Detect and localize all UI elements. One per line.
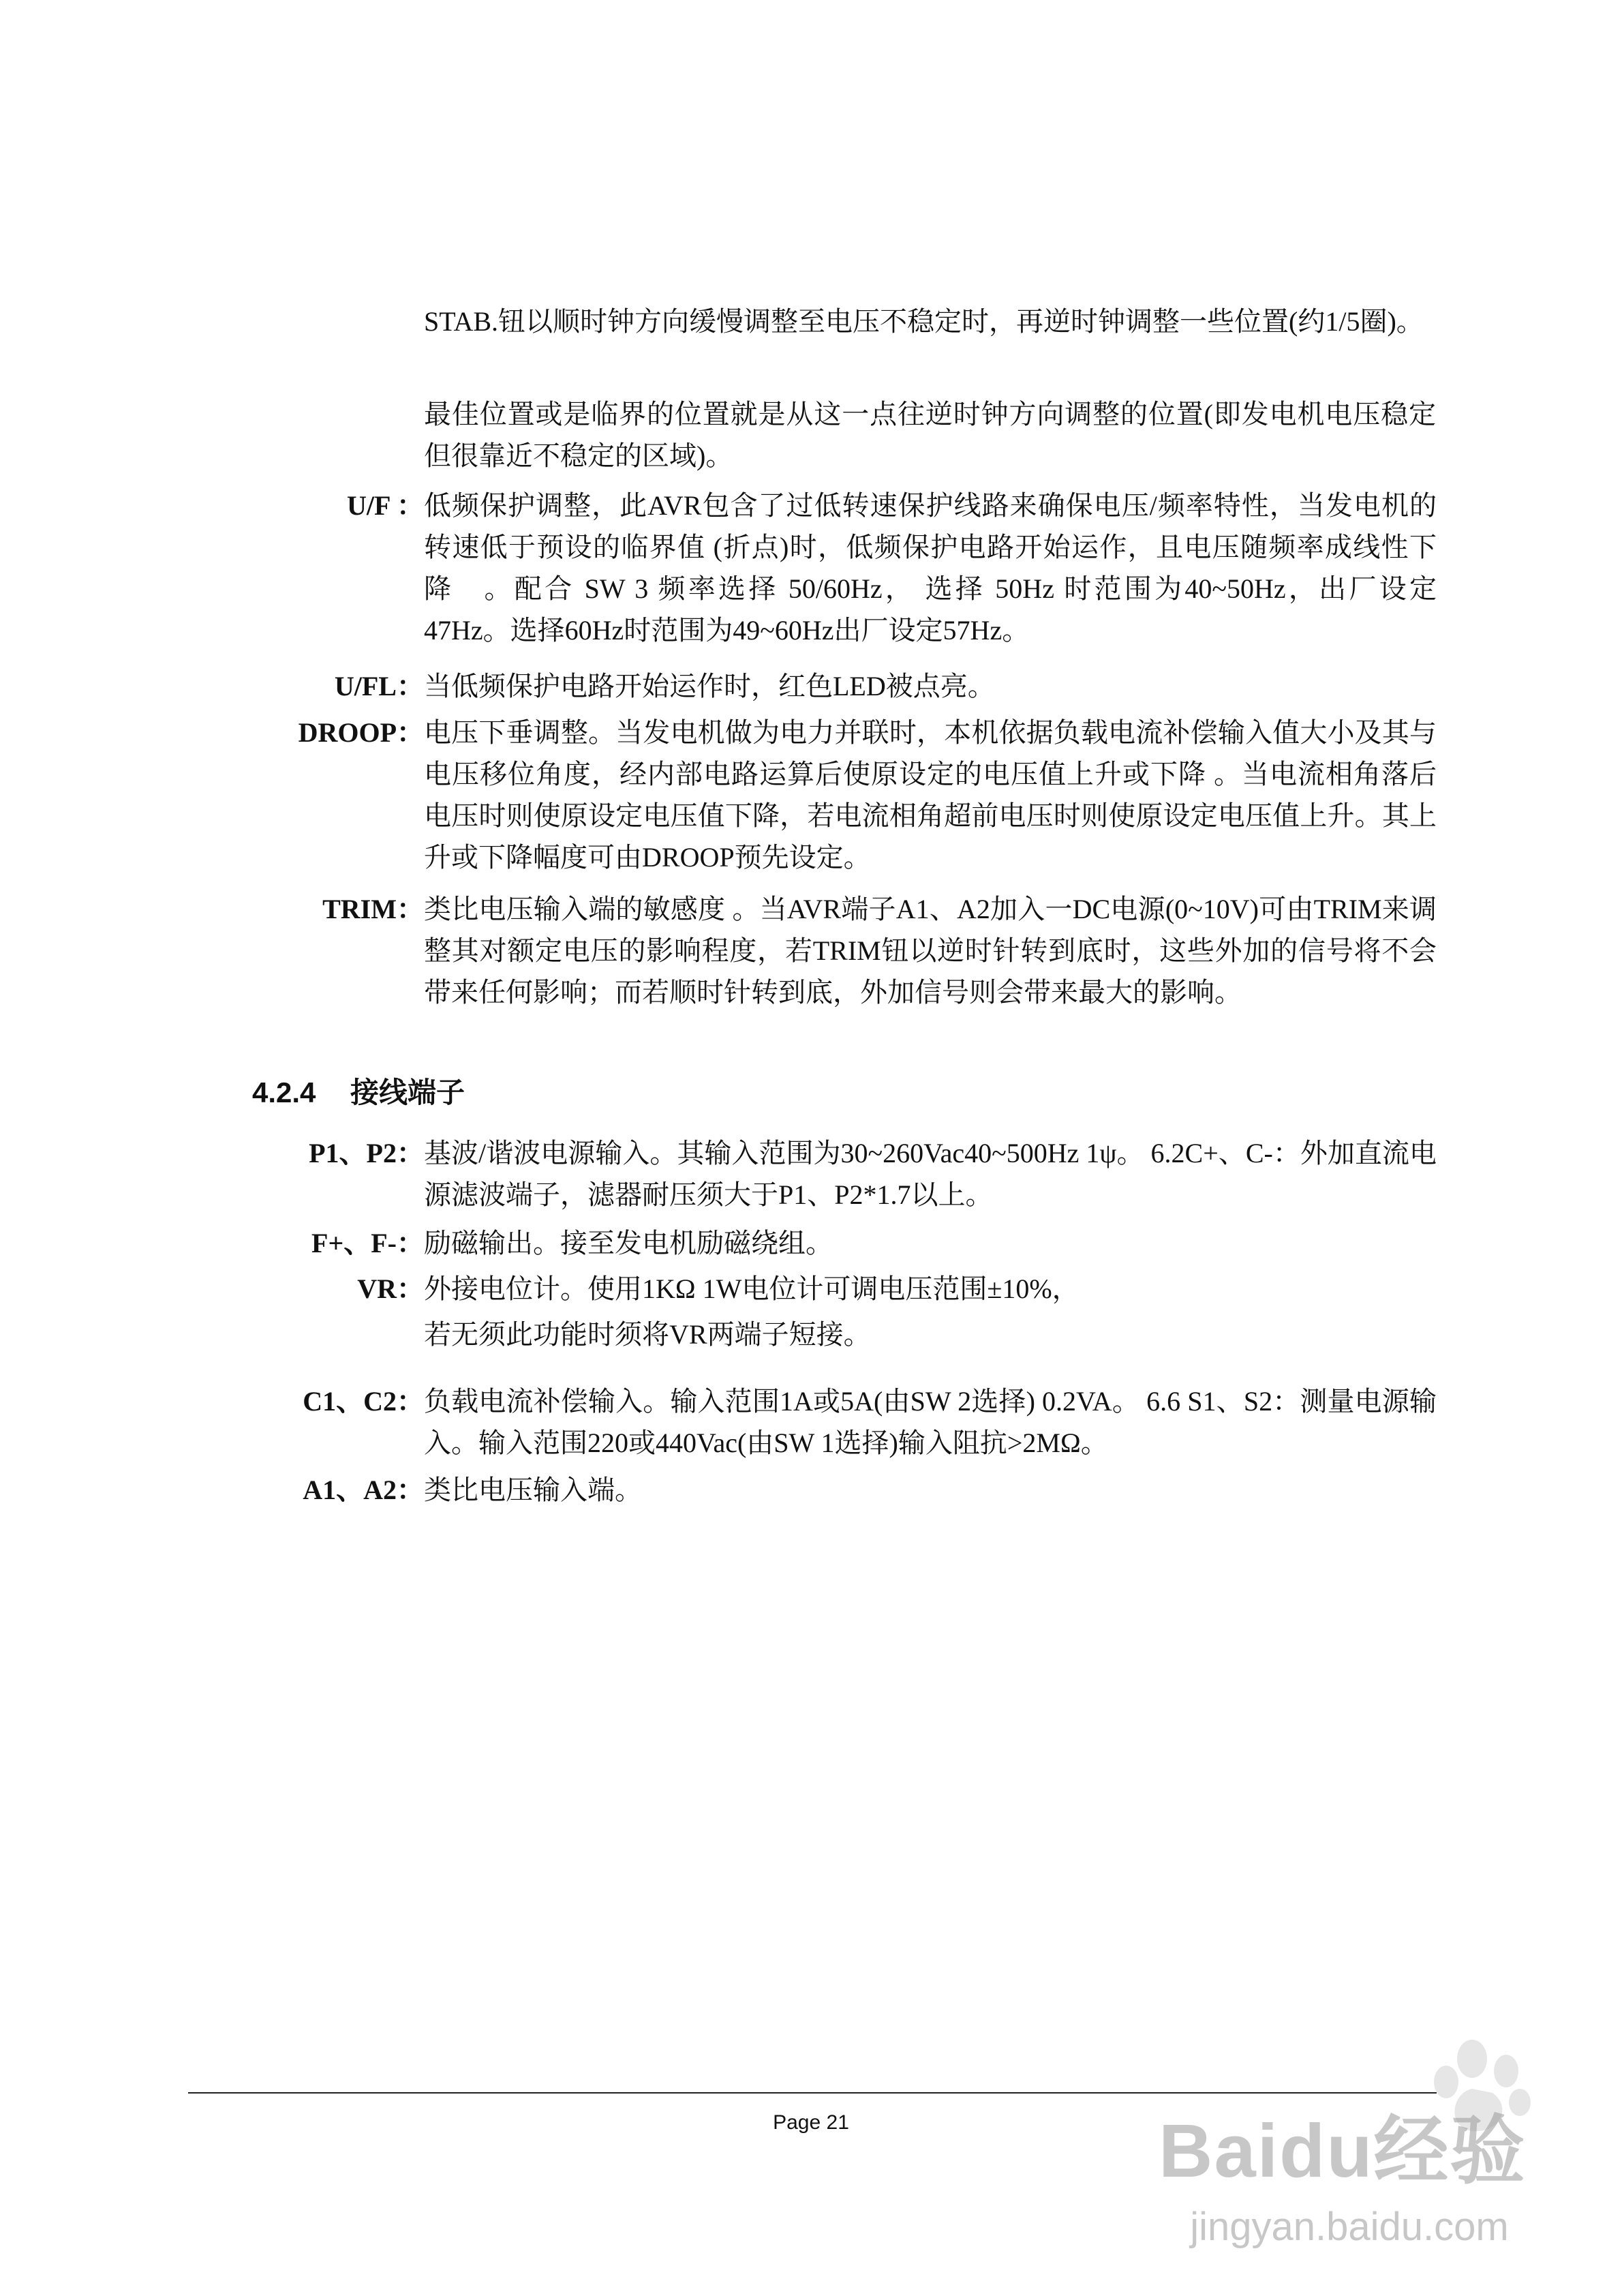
terminal-p1-p2 [225,1132,1437,1215]
adjustment-trim [225,888,1437,1013]
watermark-brand: Baidu经验 [1159,2109,1527,2193]
term-description: 基波/谐波电源输入。其输入范围为30~260Vac40~500Hz 1ψ。 6.2C+、C-：外加直流电源滤波端子，滤器耐压须大于P1、P2*1.7以上。 [424,1138,1437,1210]
term-description: 若无须此功能时须将VR两端子短接。 [424,1319,871,1350]
adjustment-uf [225,485,1437,651]
section-heading [252,1072,465,1113]
stab-paragraph-1: STAB.钮以顺时钟方向缓慢调整至电压不稳定时，再逆时钟调整一些位置(约1/5圈)。 [424,306,1424,337]
term-description: 当低频保护电路开始运作时，红色LED被点亮。 [424,671,995,701]
terminal-f [225,1222,1437,1264]
adjustment-ufl [225,665,1437,707]
term-label: P1、P2： [309,1138,424,1168]
adjustment-droop [225,712,1437,878]
section-number: 4.2.4 [252,1076,316,1108]
page-number: Page 21 [773,2111,849,2134]
term-label: C1、C2： [303,1386,424,1417]
watermark-url: jingyan.baidu.com [1190,2205,1509,2249]
term-description: 低频保护调整，此AVR包含了过低转速保护线路来确保电压/频率特性，当发电机的转速低于预设的临界值 (折点)时，低频保护电路开始运作，且电压随频率成线性下降 。配合 SW 3 频率选择 50/60Hz， 选择 50Hz 时范围为40~50Hz，出厂设定47Hz。选择60Hz时范围为49~60Hz出厂设定57Hz。 [424,490,1437,646]
term-label: U/F ： [347,490,424,521]
term-label: F+、F-： [311,1228,424,1258]
term-description: 电压下垂调整。当发电机做为电力并联时，本机依据负载电流补偿输入值大小及其与电压移位角度，经内部电路运算后使原设定的电压值上升或下降 。当电流相角落后电压时则使原设定电压值下降，若电流相角超前电压时则使原设定电压值上升。其上升或下降幅度可由DROOP预先设定。 [424,717,1437,873]
term-label: A1、A2： [303,1475,424,1505]
term-description: 励磁输出。接至发电机励磁绕组。 [424,1228,833,1258]
term-description: 外接电位计。使用1KΩ 1W电位计可调电压范围±10%， [424,1273,1080,1304]
terminal-c1-c2 [225,1380,1437,1464]
term-label: U/FL： [334,671,424,701]
section-title: 接线端子 [350,1076,465,1108]
term-label: TRIM： [322,894,424,924]
term-description: 类比电压输入端。 [424,1475,642,1505]
stab-paragraph-2: 最佳位置或是临界的位置就是从这一点往逆时钟方向调整的位置(即发电机电压稳定但很靠近不稳定的区域)。 [424,399,1436,471]
terminal-vr [225,1268,1437,1310]
term-description: 负载电流补偿输入。输入范围1A或5A(由SW 2选择) 0.2VA。 6.6 S1、S2：测量电源输入。输入范围220或440Vac(由SW 1选择)输入阻抗>2MΩ。 [424,1386,1437,1458]
term-description: 类比电压输入端的敏感度 。当AVR端子A1、A2加入一DC电源(0~10V)可由TRIM来调整其对额定电压的影响程度，若TRIM钮以逆时针转到底时，这些外加的信号将不会带来任何影响；而若顺时针转到底，外加信号则会带来最大的影响。 [424,894,1437,1008]
terminal-a1-a2 [225,1469,1437,1511]
term-label: VR： [357,1273,424,1304]
terminal-vr-note [225,1314,1437,1355]
term-label: DROOP： [298,717,424,748]
